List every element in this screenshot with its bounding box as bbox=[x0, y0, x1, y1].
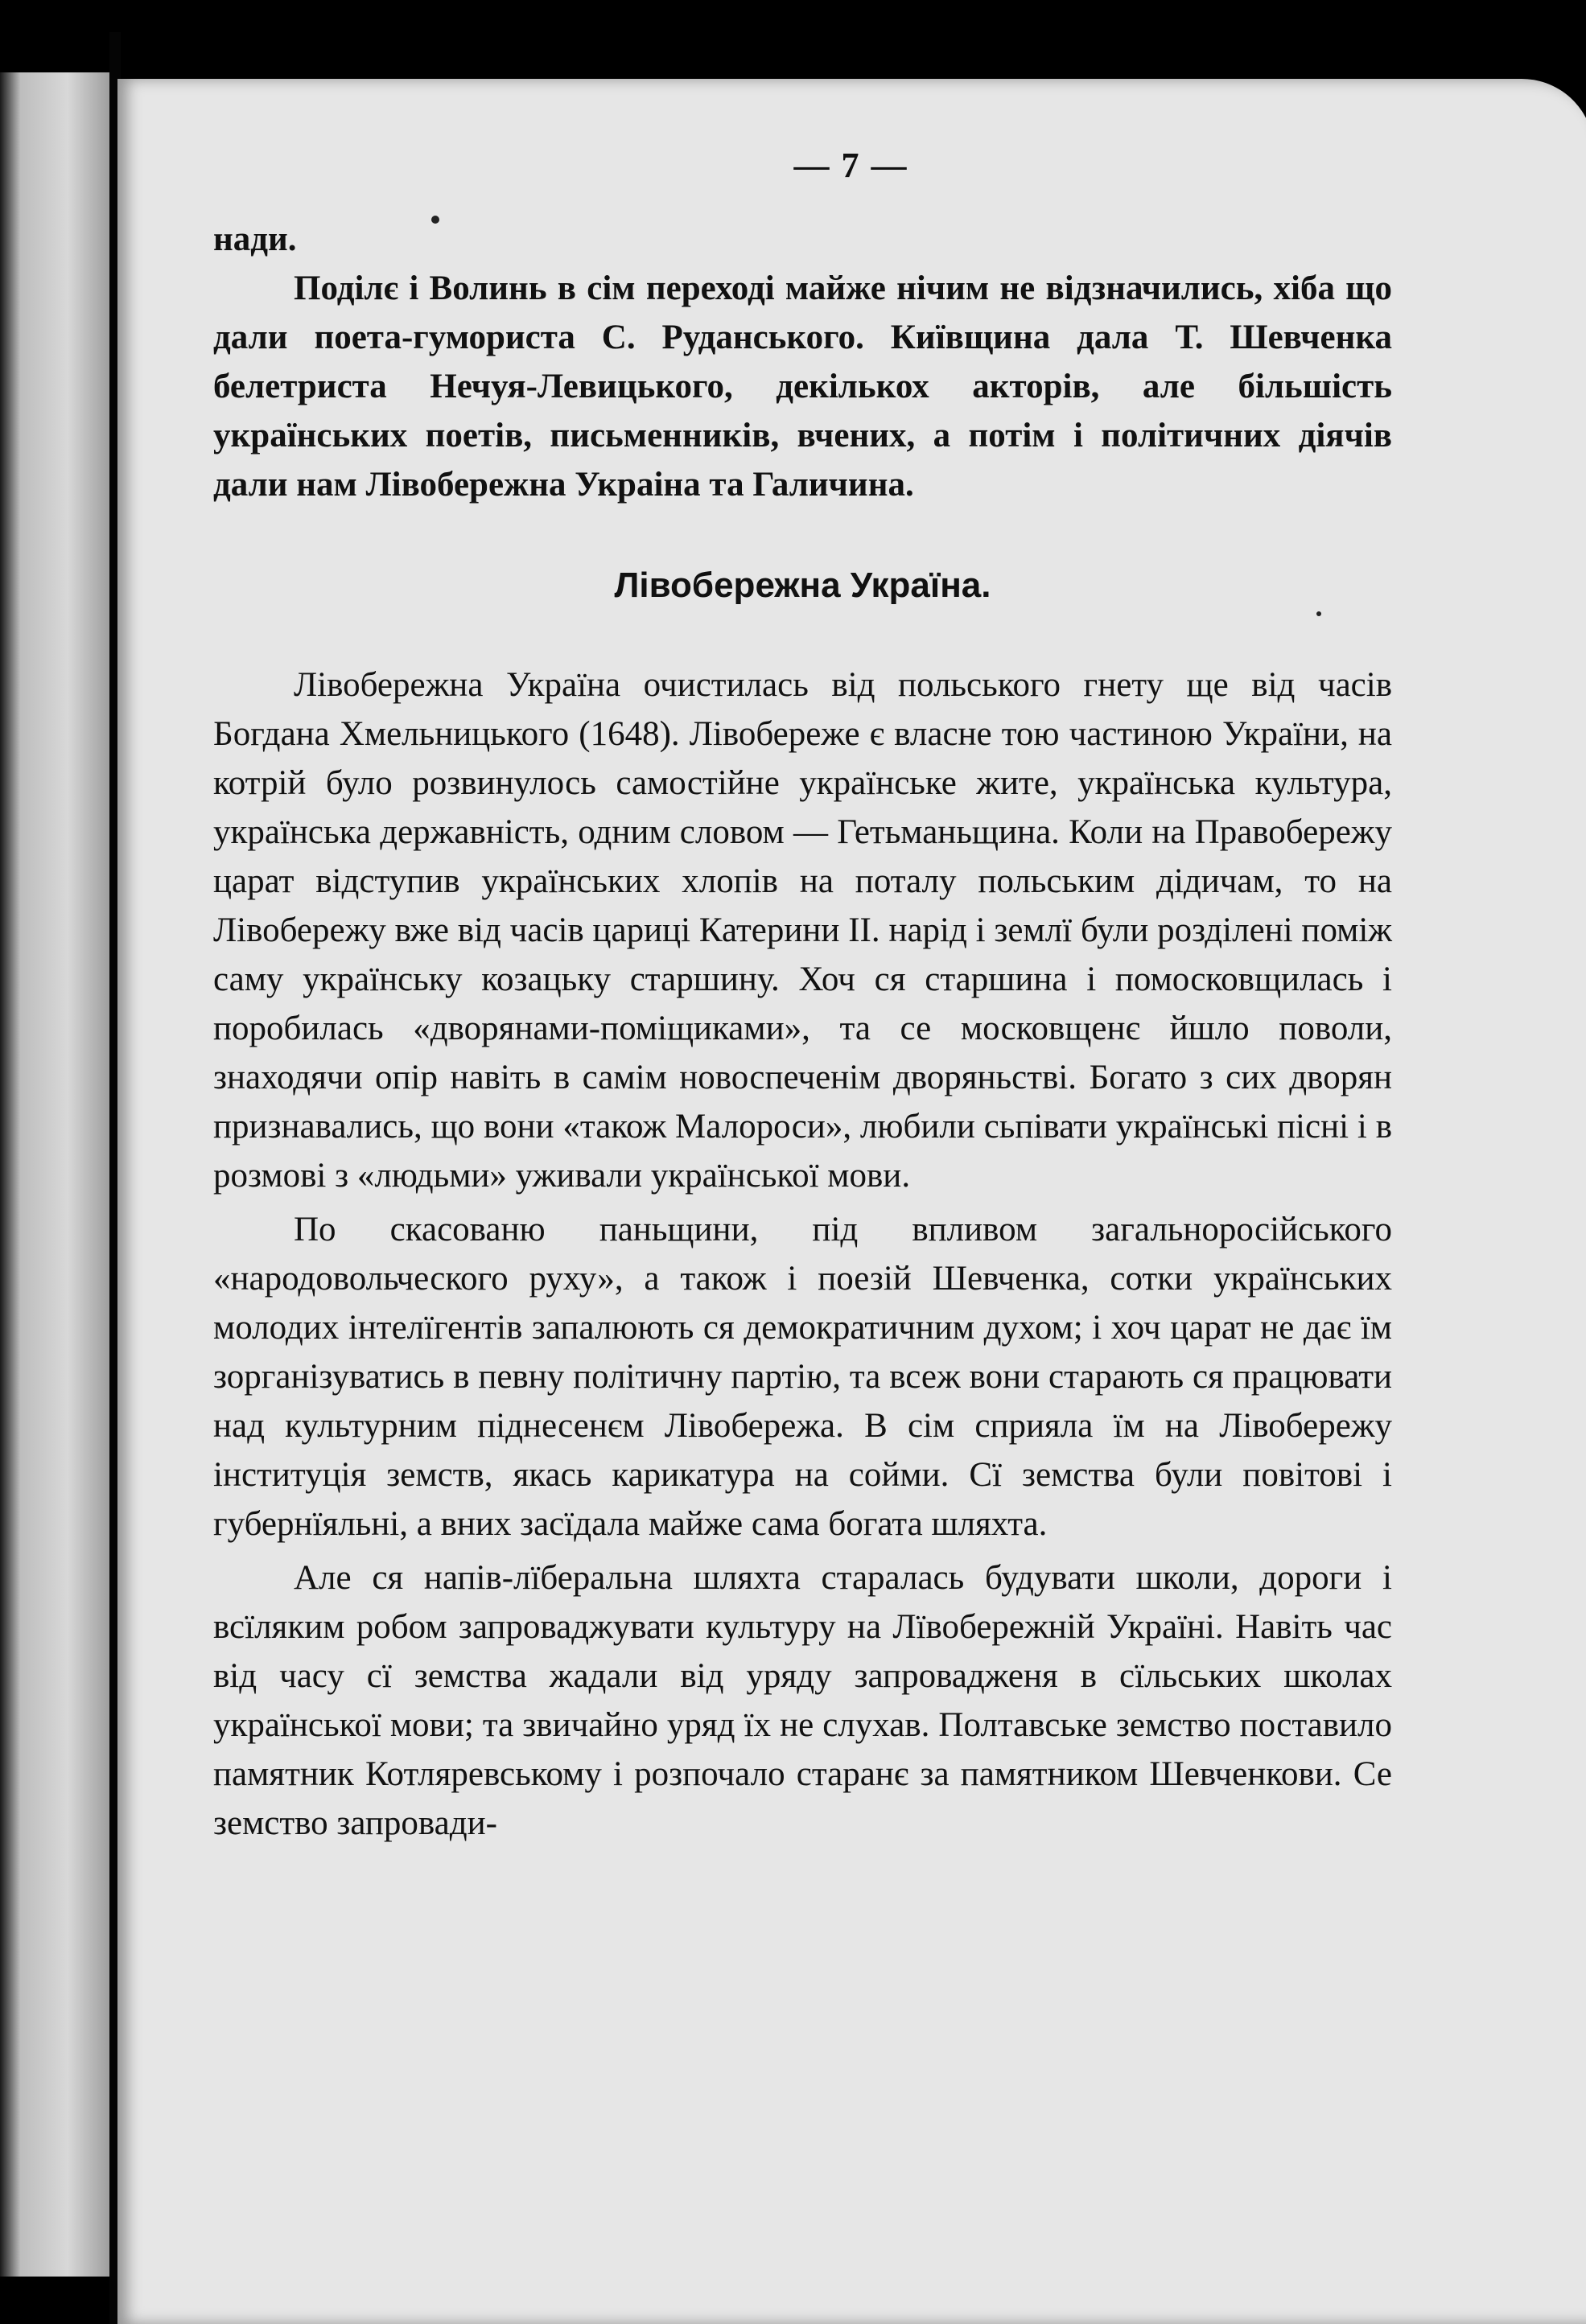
page-number: — 7 — bbox=[793, 146, 908, 185]
body-paragraph: По скасованю паньщини, під впливом загальноросійського «народовольческого руху», а також і поезій Шевченка, сотки українських молодих інтелїгентів запалюють ся демократичним духом; і хоч царат не дає їм зорганізуватись в певну політичну партію, та всеж вони старають ся працювати над культурним піднесенєм Лівобережа. В сім сприяла їм на Лівобережу інституція земств, якась карикатура на сойми. Сї земства були повітові і губернїяльні, а вних засїдала майже сама богата шляхта. bbox=[213, 1211, 1392, 1543]
continuation-line: нади. bbox=[213, 220, 297, 258]
section-body bbox=[213, 660, 1392, 1848]
intro-paragraph: Поділє і Волинь в сім переході майже нічим не відзначились, хіба що дали поета-гумориста С. Руданського. Київщина дала Т. Шевченка белетриста Нечуя-Левицького, декількох акторів, але більшість українських поетів, письменників, вчених, а потім і політичних діячів дали нам Лівобережна Украіна та Галичина. bbox=[213, 269, 1392, 504]
page-text-block bbox=[213, 145, 1392, 1848]
section-heading: Лівобережна Україна. bbox=[614, 566, 991, 605]
body-paragraph: Але ся напів-лїберальна шляхта старалась будувати школи, дороги і всїляким робом запроваджувати культуру на Лївобережній Україні. Навіть час від часу сї земства жадали від уряду запровадженя в сїльських школах української мови; та звичайно уряд їх не слухав. Полтавське земство поставило памятник Котляревському і розпочало старанє за памятником Шевченкови. Се земство запровади- bbox=[213, 1559, 1392, 1842]
body-paragraph: Лівобережна Україна очистилась від польського гнету ще від часів Богдана Хмельницького (1648). Лівобереже є власне тою частиною України, на котрій було розвинулось самостійне українське жите, українська культура, українська державність, одним словом — Гетьманьщина. Коли на Правобережу царат відступив українських хлопів на поталу польським дідичам, то на Лівобережу вже від часів цариці Катерини II. нарід і землї були розділені поміж саму українську козацьку старшину. Хоч ся старшина і помосковщилась і поробилась «дворянами-поміщиками», та се московщенє йшло поволи, знаходячи опір навіть в самім новоспеченім дворяньстві. Богато з сих дворян признавались, що вони «також Малороси», любили сьпівати українські пісні і в розмові з «людьми» уживали української мови. bbox=[213, 666, 1392, 1195]
previous-page-edge bbox=[0, 72, 113, 2277]
